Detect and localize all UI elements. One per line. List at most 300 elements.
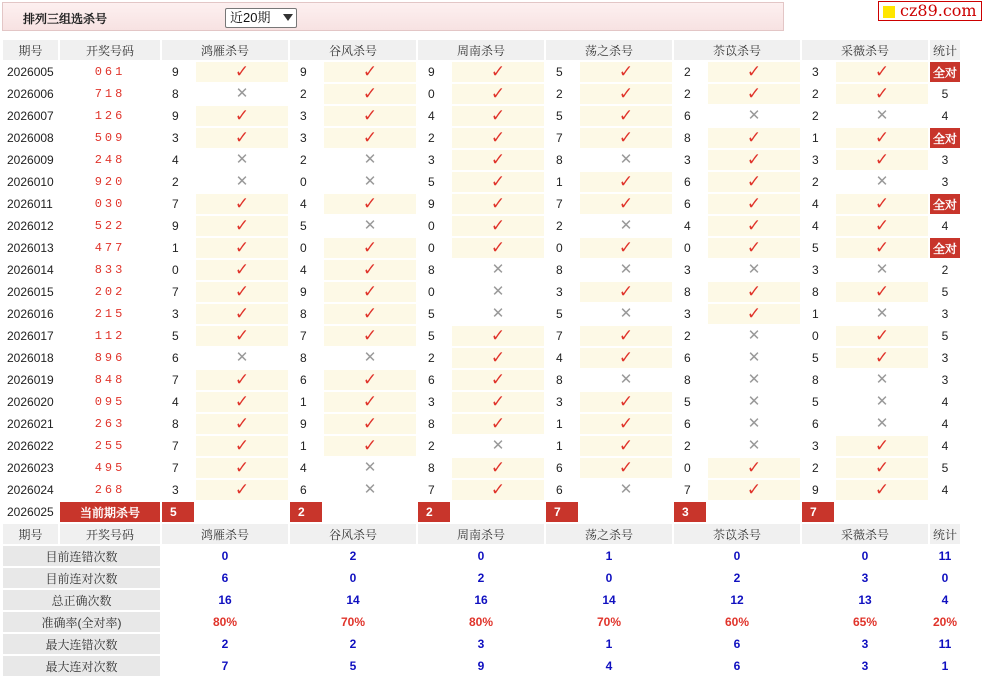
result-cell — [708, 172, 800, 192]
check-icon: ✓ — [490, 370, 506, 389]
stats-value: 14 — [546, 590, 672, 610]
result-cell — [452, 414, 544, 434]
kill-number: 8 — [162, 414, 194, 434]
kill-number: 8 — [162, 84, 194, 104]
stats-value: 6 — [674, 656, 800, 676]
check-icon: ✓ — [746, 84, 762, 103]
kill-number: 6 — [290, 480, 322, 500]
kill-number: 7 — [546, 128, 578, 148]
kill-number: 8 — [546, 150, 578, 170]
check-icon: ✓ — [490, 480, 506, 499]
issue-cell: 2026013 — [3, 238, 58, 258]
current-kill-number: 3 — [674, 502, 706, 522]
stats-col-expert-3: 周南杀号 — [418, 524, 544, 544]
check-icon: ✓ — [362, 84, 378, 103]
issue-cell: 2026008 — [3, 128, 58, 148]
issue-cell: 2026016 — [3, 304, 58, 324]
kill-number: 6 — [674, 348, 706, 368]
stats-value: 16 — [418, 590, 544, 610]
result-cell — [196, 392, 288, 412]
result-cell — [708, 436, 800, 456]
stats-row — [3, 634, 960, 654]
kill-number: 6 — [674, 172, 706, 192]
current-kill-number: 2 — [418, 502, 450, 522]
cross-icon: ✕ — [747, 437, 761, 454]
check-icon: ✓ — [362, 436, 378, 455]
table-row — [3, 480, 960, 500]
result-cell — [708, 128, 800, 148]
issue-cell: 2026021 — [3, 414, 58, 434]
check-icon: ✓ — [874, 458, 890, 477]
result-cell — [708, 84, 800, 104]
check-icon: ✓ — [746, 194, 762, 213]
current-blank — [324, 502, 416, 522]
kill-number: 5 — [418, 172, 450, 192]
period-select-value: 近20期 — [230, 10, 271, 25]
kill-number: 7 — [546, 194, 578, 214]
kill-number: 8 — [802, 370, 834, 390]
check-icon: ✓ — [234, 370, 250, 389]
result-cell — [324, 194, 416, 214]
cross-icon: ✕ — [235, 151, 249, 168]
result-cell — [708, 370, 800, 390]
stats-value: 4 — [546, 656, 672, 676]
table-row — [3, 326, 960, 346]
kill-number: 8 — [418, 458, 450, 478]
stats-value: 5 — [290, 656, 416, 676]
rows-body — [3, 62, 960, 500]
stats-value: 80% — [162, 612, 288, 632]
kill-number: 3 — [290, 106, 322, 126]
kill-number: 7 — [162, 282, 194, 302]
issue-cell: 2026018 — [3, 348, 58, 368]
check-icon: ✓ — [874, 282, 890, 301]
stats-value: 70% — [546, 612, 672, 632]
total-cell: 3 — [930, 150, 960, 170]
table-row — [3, 172, 960, 192]
check-icon: ✓ — [746, 150, 762, 169]
result-cell — [708, 150, 800, 170]
stats-value: 65% — [802, 612, 928, 632]
kill-number: 2 — [802, 106, 834, 126]
result-cell — [324, 172, 416, 192]
kill-number: 2 — [674, 326, 706, 346]
site-logo[interactable] — [878, 1, 982, 21]
result-cell — [836, 370, 928, 390]
stats-row — [3, 546, 960, 566]
result-cell — [196, 370, 288, 390]
draw-numbers: 255 — [60, 436, 160, 456]
cross-icon: ✕ — [747, 327, 761, 344]
kill-number: 3 — [162, 480, 194, 500]
table-row — [3, 370, 960, 390]
kill-number: 3 — [802, 150, 834, 170]
current-kill-number: 2 — [290, 502, 322, 522]
col-numbers: 开奖号码 — [60, 40, 160, 60]
kill-number: 6 — [674, 414, 706, 434]
check-icon: ✓ — [490, 62, 506, 81]
check-icon: ✓ — [362, 194, 378, 213]
result-cell — [196, 172, 288, 192]
draw-numbers: 248 — [60, 150, 160, 170]
result-cell — [324, 260, 416, 280]
stats-value: 3 — [802, 634, 928, 654]
period-select[interactable] — [225, 8, 297, 28]
kill-number: 2 — [418, 128, 450, 148]
result-cell — [580, 414, 672, 434]
kill-number: 7 — [418, 480, 450, 500]
kill-number: 1 — [290, 436, 322, 456]
total-cell: 5 — [930, 282, 960, 302]
check-icon: ✓ — [618, 172, 634, 191]
check-icon: ✓ — [490, 414, 506, 433]
kill-number: 5 — [802, 392, 834, 412]
result-cell — [452, 370, 544, 390]
table-row — [3, 128, 960, 148]
cross-icon: ✕ — [491, 261, 505, 278]
result-cell — [452, 458, 544, 478]
result-cell — [708, 238, 800, 258]
draw-numbers: 718 — [60, 84, 160, 104]
draw-numbers: 112 — [60, 326, 160, 346]
check-icon: ✓ — [362, 326, 378, 345]
check-icon: ✓ — [618, 436, 634, 455]
result-cell — [836, 326, 928, 346]
result-cell — [324, 458, 416, 478]
draw-numbers: 215 — [60, 304, 160, 324]
check-icon: ✓ — [618, 392, 634, 411]
table-row — [3, 62, 960, 82]
kill-number: 3 — [418, 392, 450, 412]
table-row — [3, 150, 960, 170]
result-cell — [196, 150, 288, 170]
check-icon: ✓ — [874, 194, 890, 213]
kill-number: 4 — [418, 106, 450, 126]
kill-number: 1 — [290, 392, 322, 412]
result-cell — [708, 216, 800, 236]
result-cell — [324, 370, 416, 390]
result-cell — [580, 282, 672, 302]
stats-col-issue: 期号 — [3, 524, 58, 544]
stats-col-expert-5: 苶苡杀号 — [674, 524, 800, 544]
cross-icon: ✕ — [875, 415, 889, 432]
current-total-blank — [930, 502, 960, 522]
check-icon: ✓ — [490, 172, 506, 191]
kill-number: 5 — [546, 62, 578, 82]
result-cell — [580, 106, 672, 126]
check-icon: ✓ — [746, 304, 762, 323]
kill-number: 5 — [290, 216, 322, 236]
cross-icon: ✕ — [747, 415, 761, 432]
stats-value: 80% — [418, 612, 544, 632]
kill-number: 9 — [290, 62, 322, 82]
kill-number: 2 — [546, 84, 578, 104]
kill-number: 4 — [290, 194, 322, 214]
cross-icon: ✕ — [491, 305, 505, 322]
result-cell — [196, 106, 288, 126]
total-cell: 3 — [930, 348, 960, 368]
check-icon: ✓ — [874, 62, 890, 81]
current-blank — [196, 502, 288, 522]
kill-number: 9 — [418, 194, 450, 214]
stats-value: 0 — [162, 546, 288, 566]
result-cell — [324, 436, 416, 456]
result-cell — [836, 392, 928, 412]
stats-value: 1 — [546, 634, 672, 654]
result-cell — [324, 216, 416, 236]
kill-number: 1 — [546, 436, 578, 456]
kill-number: 7 — [674, 480, 706, 500]
cross-icon: ✕ — [235, 85, 249, 102]
stats-value: 70% — [290, 612, 416, 632]
kill-number: 6 — [546, 458, 578, 478]
cross-icon: ✕ — [491, 283, 505, 300]
issue-cell: 2026024 — [3, 480, 58, 500]
stats-value: 12 — [674, 590, 800, 610]
kill-number: 6 — [418, 370, 450, 390]
kill-number: 7 — [546, 326, 578, 346]
all-correct-badge: 全对 — [930, 238, 960, 258]
check-icon: ✓ — [874, 150, 890, 169]
cross-icon: ✕ — [491, 437, 505, 454]
draw-numbers: 833 — [60, 260, 160, 280]
table-row — [3, 348, 960, 368]
stats-total: 11 — [930, 634, 960, 654]
stats-label: 总正确次数 — [3, 590, 160, 610]
check-icon: ✓ — [234, 260, 250, 279]
issue-cell: 2026023 — [3, 458, 58, 478]
kill-number: 7 — [162, 194, 194, 214]
kill-number: 0 — [418, 238, 450, 258]
stats-col-expert-2: 谷风杀号 — [290, 524, 416, 544]
draw-numbers: 920 — [60, 172, 160, 192]
total-cell: 4 — [930, 480, 960, 500]
issue-cell: 2026012 — [3, 216, 58, 236]
result-cell — [324, 326, 416, 346]
stats-label: 最大连对次数 — [3, 656, 160, 676]
result-cell — [324, 84, 416, 104]
stats-value: 0 — [546, 568, 672, 588]
col-expert-4: 荡之杀号 — [546, 40, 672, 60]
kill-number: 5 — [546, 304, 578, 324]
result-cell — [452, 172, 544, 192]
result-cell — [836, 260, 928, 280]
draw-numbers: 061 — [60, 62, 160, 82]
result-cell — [580, 348, 672, 368]
stats-total: 11 — [930, 546, 960, 566]
check-icon: ✓ — [490, 128, 506, 147]
result-cell — [708, 458, 800, 478]
result-cell — [196, 128, 288, 148]
result-cell — [836, 84, 928, 104]
result-cell — [836, 348, 928, 368]
result-cell — [324, 62, 416, 82]
result-cell — [580, 194, 672, 214]
stats-total: 4 — [930, 590, 960, 610]
kill-number: 1 — [802, 128, 834, 148]
result-cell — [196, 436, 288, 456]
draw-numbers: 030 — [60, 194, 160, 214]
check-icon: ✓ — [874, 216, 890, 235]
result-cell — [452, 304, 544, 324]
check-icon: ✓ — [490, 326, 506, 345]
kill-number: 3 — [546, 282, 578, 302]
stats-total: 20% — [930, 612, 960, 632]
cross-icon: ✕ — [747, 371, 761, 388]
kill-number: 0 — [162, 260, 194, 280]
total-cell: 4 — [930, 414, 960, 434]
draw-numbers: 095 — [60, 392, 160, 412]
check-icon: ✓ — [618, 84, 634, 103]
result-cell — [324, 150, 416, 170]
stats-col-total: 统计 — [930, 524, 960, 544]
check-icon: ✓ — [618, 414, 634, 433]
check-icon: ✓ — [746, 238, 762, 257]
result-cell — [580, 128, 672, 148]
draw-numbers: 202 — [60, 282, 160, 302]
cross-icon: ✕ — [875, 305, 889, 322]
kill-number-table — [1, 38, 962, 678]
kill-number: 3 — [290, 128, 322, 148]
kill-number: 6 — [162, 348, 194, 368]
stats-value: 3 — [802, 656, 928, 676]
stats-row — [3, 656, 960, 676]
kill-number: 3 — [802, 62, 834, 82]
kill-number: 8 — [290, 348, 322, 368]
check-icon: ✓ — [234, 392, 250, 411]
result-cell — [836, 282, 928, 302]
stats-col-expert-4: 荡之杀号 — [546, 524, 672, 544]
result-cell — [452, 84, 544, 104]
result-cell — [836, 106, 928, 126]
result-cell — [324, 348, 416, 368]
stats-label: 最大连错次数 — [3, 634, 160, 654]
issue-cell: 2026006 — [3, 84, 58, 104]
check-icon: ✓ — [362, 282, 378, 301]
result-cell — [452, 326, 544, 346]
check-icon: ✓ — [362, 106, 378, 125]
kill-number: 5 — [802, 238, 834, 258]
total-cell: 4 — [930, 436, 960, 456]
result-cell — [580, 172, 672, 192]
check-icon: ✓ — [618, 238, 634, 257]
stats-section — [3, 524, 960, 544]
cross-icon: ✕ — [363, 349, 377, 366]
result-cell — [452, 238, 544, 258]
kill-number: 2 — [162, 172, 194, 192]
kill-number: 3 — [546, 392, 578, 412]
check-icon: ✓ — [234, 62, 250, 81]
result-cell — [196, 238, 288, 258]
kill-number: 3 — [162, 304, 194, 324]
cross-icon: ✕ — [619, 151, 633, 168]
col-expert-2: 谷风杀号 — [290, 40, 416, 60]
result-cell — [836, 480, 928, 500]
cross-icon: ✕ — [619, 217, 633, 234]
result-cell — [708, 194, 800, 214]
stats-value: 14 — [290, 590, 416, 610]
total-cell: 4 — [930, 216, 960, 236]
kill-number: 5 — [674, 392, 706, 412]
check-icon: ✓ — [746, 282, 762, 301]
current-label: 当前期杀号 — [60, 502, 160, 522]
kill-number: 8 — [546, 260, 578, 280]
kill-number: 8 — [674, 282, 706, 302]
cross-icon: ✕ — [747, 261, 761, 278]
result-cell — [324, 414, 416, 434]
result-cell — [452, 128, 544, 148]
kill-number: 5 — [418, 304, 450, 324]
draw-numbers: 126 — [60, 106, 160, 126]
stats-value: 13 — [802, 590, 928, 610]
check-icon: ✓ — [362, 304, 378, 323]
kill-number: 4 — [802, 194, 834, 214]
current-blank — [836, 502, 928, 522]
result-cell — [196, 326, 288, 346]
issue-cell: 2026022 — [3, 436, 58, 456]
draw-numbers: 263 — [60, 414, 160, 434]
cross-icon: ✕ — [619, 261, 633, 278]
draw-numbers: 848 — [60, 370, 160, 390]
kill-number: 8 — [418, 260, 450, 280]
cross-icon: ✕ — [875, 393, 889, 410]
result-cell — [580, 84, 672, 104]
stats-value: 0 — [418, 546, 544, 566]
result-cell — [452, 392, 544, 412]
kill-number: 7 — [162, 370, 194, 390]
current-kill-number: 7 — [802, 502, 834, 522]
total-cell: 3 — [930, 370, 960, 390]
check-icon: ✓ — [234, 282, 250, 301]
result-cell — [708, 282, 800, 302]
kill-number: 0 — [674, 458, 706, 478]
kill-number: 7 — [162, 458, 194, 478]
current-kill-number: 5 — [162, 502, 194, 522]
stats-value: 2 — [290, 634, 416, 654]
kill-number: 9 — [162, 62, 194, 82]
check-icon: ✓ — [618, 326, 634, 345]
kill-number: 7 — [290, 326, 322, 346]
check-icon: ✓ — [234, 414, 250, 433]
logo-text: cz89.com — [900, 1, 977, 20]
current-period — [3, 502, 960, 522]
result-cell — [580, 392, 672, 412]
check-icon: ✓ — [234, 194, 250, 213]
stats-value: 0 — [802, 546, 928, 566]
stats-col-expert-1: 鸿雁杀号 — [162, 524, 288, 544]
kill-number: 4 — [546, 348, 578, 368]
kill-number: 2 — [674, 436, 706, 456]
stats-body — [3, 546, 960, 676]
table-row — [3, 392, 960, 412]
issue-cell: 2026019 — [3, 370, 58, 390]
result-cell — [452, 194, 544, 214]
total-cell: 3 — [930, 172, 960, 192]
kill-number: 9 — [290, 282, 322, 302]
result-cell — [836, 150, 928, 170]
check-icon: ✓ — [746, 172, 762, 191]
check-icon: ✓ — [874, 480, 890, 499]
result-cell — [708, 260, 800, 280]
check-icon: ✓ — [234, 238, 250, 257]
result-cell — [452, 216, 544, 236]
draw-numbers: 509 — [60, 128, 160, 148]
total-cell: 5 — [930, 84, 960, 104]
table-row — [3, 458, 960, 478]
result-cell — [324, 304, 416, 324]
kill-number: 0 — [546, 238, 578, 258]
total-cell: 4 — [930, 392, 960, 412]
